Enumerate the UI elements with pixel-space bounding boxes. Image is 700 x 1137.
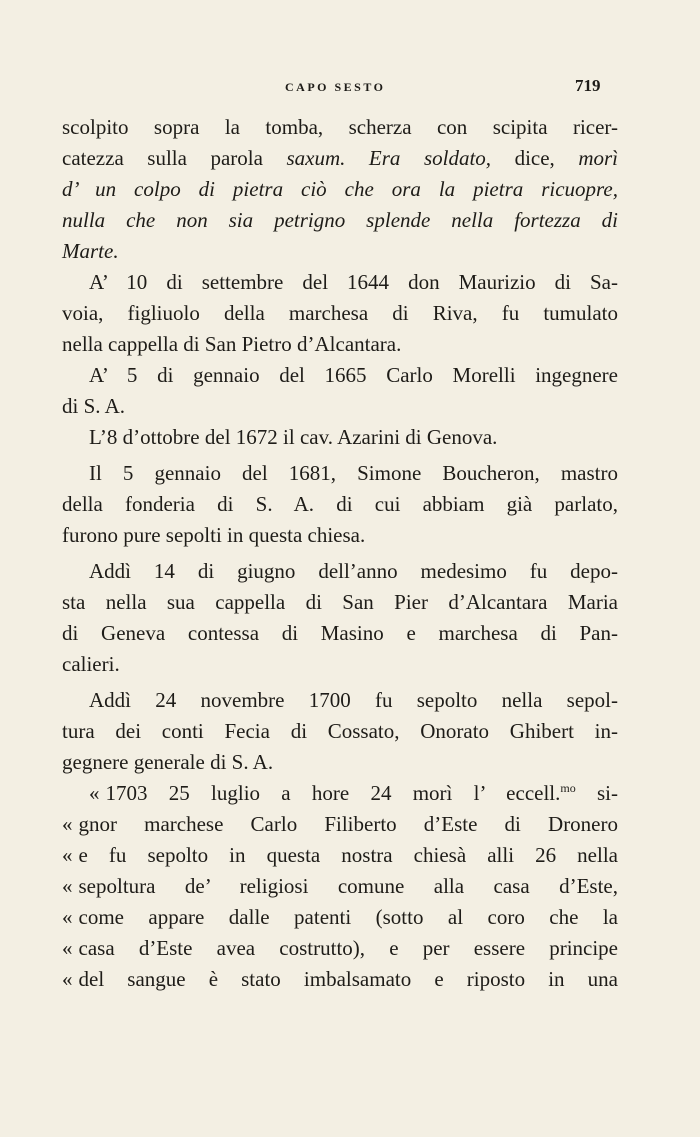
text-line: Marte. (62, 239, 119, 263)
text-line: sta nella sua cappella di San Pier d’Alcantara Maria (62, 590, 618, 614)
quote-line: « gnor marchese Carlo Filiberto d’Este di Dronero (62, 812, 618, 836)
quote-mark: « (62, 812, 73, 836)
text-line: gegnere generale di S. A. (62, 750, 274, 774)
body-text (62, 112, 618, 995)
quote-mark: « (62, 874, 73, 898)
quote-line: « 1703 25 luglio a hore 24 morì l’ eccell.$^{mo}$ si- (89, 781, 618, 805)
text-line: calieri. (62, 652, 120, 676)
quote-line: « sepoltura de’ religiosi comune alla casa d’Este, (62, 874, 618, 898)
paragraph-first-line: L’8 d’ottobre del 1672 il cav. Azarini di Genova. (89, 425, 498, 449)
text-line: d’ un colpo di pietra ciò che ora la pietra ricuopre, (62, 177, 618, 201)
text-line: scolpito sopra la tomba, scherza con scipita ricer- (62, 115, 618, 139)
paragraph-first-line: Addì 24 novembre 1700 fu sepolto nella sepol- (89, 688, 618, 712)
quote-mark: « (89, 781, 100, 805)
text-line: voia, figliuolo della marchesa di Riva, fu tumulato (62, 301, 618, 325)
quote-line: « come appare dalle patenti (sotto al coro che la (62, 905, 618, 929)
quote-mark: « (62, 936, 73, 960)
chapter-title: CAPO SESTO (285, 80, 386, 94)
paragraph-first-line: Addì 14 di giugno dell’anno medesimo fu depo- (89, 559, 618, 583)
quote-line: « casa d’Este avea costrutto), e per essere principe (62, 936, 618, 960)
text-line: di S. A. (62, 394, 126, 418)
text-line: di Geneva contessa di Masino e marchesa di Pan- (62, 621, 618, 645)
quote-mark: « (62, 905, 73, 929)
text-line: tura dei conti Fecia di Cossato, Onorato Ghibert in- (62, 719, 618, 743)
text-line: nella cappella di San Pietro d’Alcantara. (62, 332, 402, 356)
text-line: della fonderia di S. A. di cui abbiam già parlato, (62, 492, 618, 516)
paragraph-first-line: A’ 10 di settembre del 1644 don Maurizio di Sa- (89, 270, 618, 294)
paragraph-first-line: Il 5 gennaio del 1681, Simone Boucheron, mastro (89, 461, 618, 485)
page-number: 719 (575, 76, 601, 95)
quote-line: « e fu sepolto in questa nostra chiesà alli 26 nella (62, 843, 618, 867)
quote-mark: « (62, 843, 73, 867)
running-head (0, 76, 700, 100)
quote-mark: « (62, 967, 73, 991)
text-line: furono pure sepolti in questa chiesa. (62, 523, 366, 547)
quote-line: « del sangue è stato imbalsamato e riposto in una (62, 967, 618, 991)
paragraph-first-line: A’ 5 di gennaio del 1665 Carlo Morelli ingegnere (89, 363, 618, 387)
text-line: catezza sulla parola saxum. Era soldato, dice, morì (62, 146, 619, 170)
text-line: nulla che non sia petrigno splende nella fortezza di (62, 208, 618, 232)
